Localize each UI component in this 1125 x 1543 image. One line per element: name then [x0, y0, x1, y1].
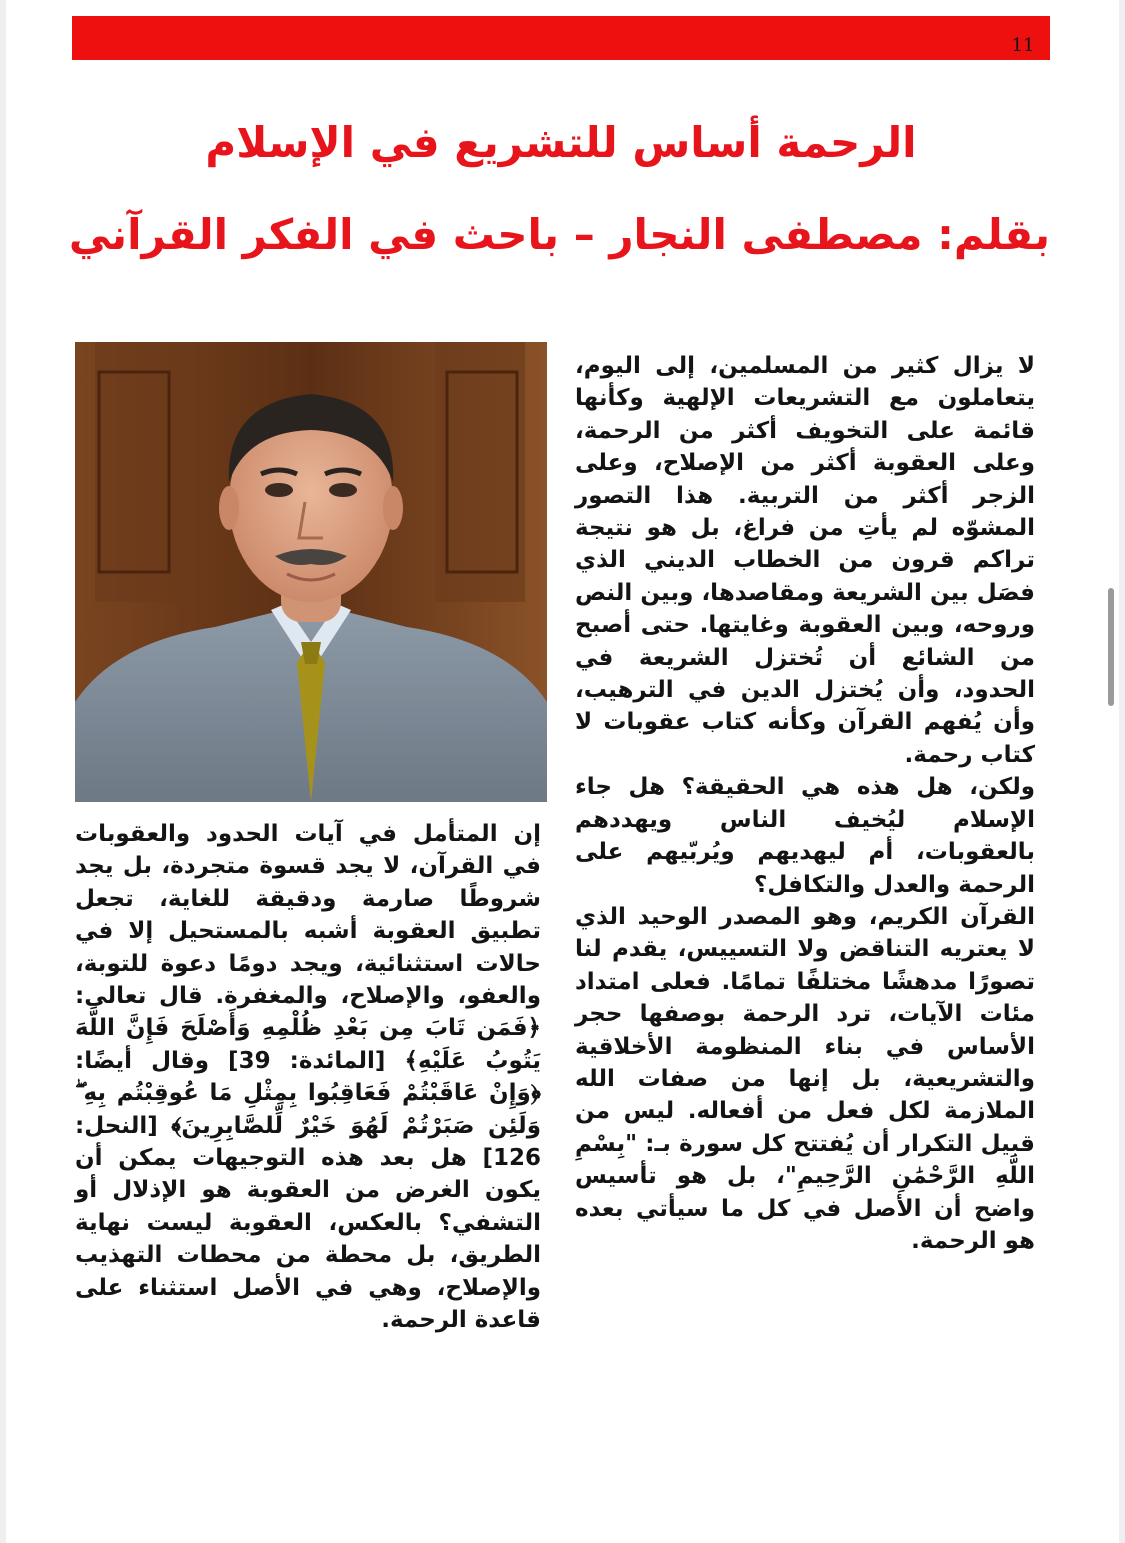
paragraph-quran-mercy: القرآن الكريم، وهو المصدر الوحيد الذي لا يعتريه التناقض ولا التسييس، يقدم لنا تصورًا مدهشًا مختلفًا تمامًا. فعلى امتداد مئات الآيات، ترد الرحمة بوصفها حجر الأساس في بناء المنظومة الأخلاقية والتشريعية، بل إنها من صفات الله الملازمة لكل فعل من أفعاله. ليس من قبيل التكرار أن يُفتتح كل سورة بـ: "بِسْمِ اللَّهِ الرَّحْمَٰنِ الرَّحِيمِ"، بل هو تأسيس واضح أن الأصل في كل ما سيأتي بعده هو الرحمة.	[575, 903, 1035, 1254]
paragraph-intro: لا يزال كثير من المسلمين، إلى اليوم، يتعاملون مع التشريعات الإلهية وكأنها قائمة على التخويف أكثر من الرحمة، وعلى العقوبة أكثر من الإصلاح، وعلى الزجر أكثر من التربية. هذا التصور المشوّه لم يأتِ من فراغ، بل هو نتيجة تراكم قرون من الخطاب الديني الذي فصَل بين الشريعة ومقاصدها، وبين النص وروحه، وبين العقوبة وغايتها. حتى أصبح من الشائع أن تُختزل الشريعة في الحدود، وأن يُختزل الدين في الترهيب، وأن يُفهم القرآن وكأنه كتاب عقوبات لا كتاب رحمة.	[575, 353, 1035, 768]
article-column-left	[75, 818, 541, 1518]
viewer-edge-right	[1119, 0, 1125, 1543]
author-portrait-photo	[75, 342, 547, 802]
paragraph-punishment-verses: إن المتأمل في آيات الحدود والعقوبات في القرآن، لا يجد قسوة متجردة، بل يجد شروطًا صارمة ودقيقة للغاية، تجعل تطبيق العقوبة أشبه بالمستحيل إلا في حالات استثنائية، ويجد دومًا دعوة للتوبة، والعفو، والإصلاح، والمغفرة. قال تعالى: ﴿فَمَن تَابَ مِن بَعْدِ ظُلْمِهِ وَأَصْلَحَ فَإِنَّ اللَّهَ يَتُوبُ عَلَيْهِ﴾ [المائدة: 39] وقال أيضًا: ﴿وَإِنْ عَاقَبْتُمْ فَعَاقِبُوا بِمِثْلِ مَا عُوقِبْتُم بِهِ ۖ وَلَئِن صَبَرْتُمْ لَهُوَ خَيْرٌ لِّلصَّابِرِينَ﴾ [النحل: 126] هل بعد هذه التوجيهات يمكن أن يكون الغرض من العقوبة هو الإذلال أو التشفي؟ بالعكس، العقوبة ليست نهاية الطريق، بل محطة من محطات التهذيب والإصلاح، وهي في الأصل استثناء على قاعدة الرحمة.	[75, 821, 541, 1334]
page-number: 11	[1011, 35, 1035, 56]
scrollbar-thumb[interactable]	[1108, 588, 1114, 706]
article-byline: بقلم: مصطفى النجار – باحث في الفكر القرآني	[68, 210, 1050, 259]
paragraph-question: ولكن، هل هذه هي الحقيقة؟ هل جاء الإسلام ليُخيف الناس ويهددهم بالعقوبات، أم ليهديهم ويُربّيهم على الرحمة والعدل والتكافل؟	[575, 774, 1035, 898]
article-column-right	[575, 350, 1035, 1500]
header-red-bar	[72, 16, 1050, 60]
viewer-edge-left	[0, 0, 6, 1543]
article-title: الرحمة أساس للتشريع في الإسلام	[205, 118, 917, 167]
